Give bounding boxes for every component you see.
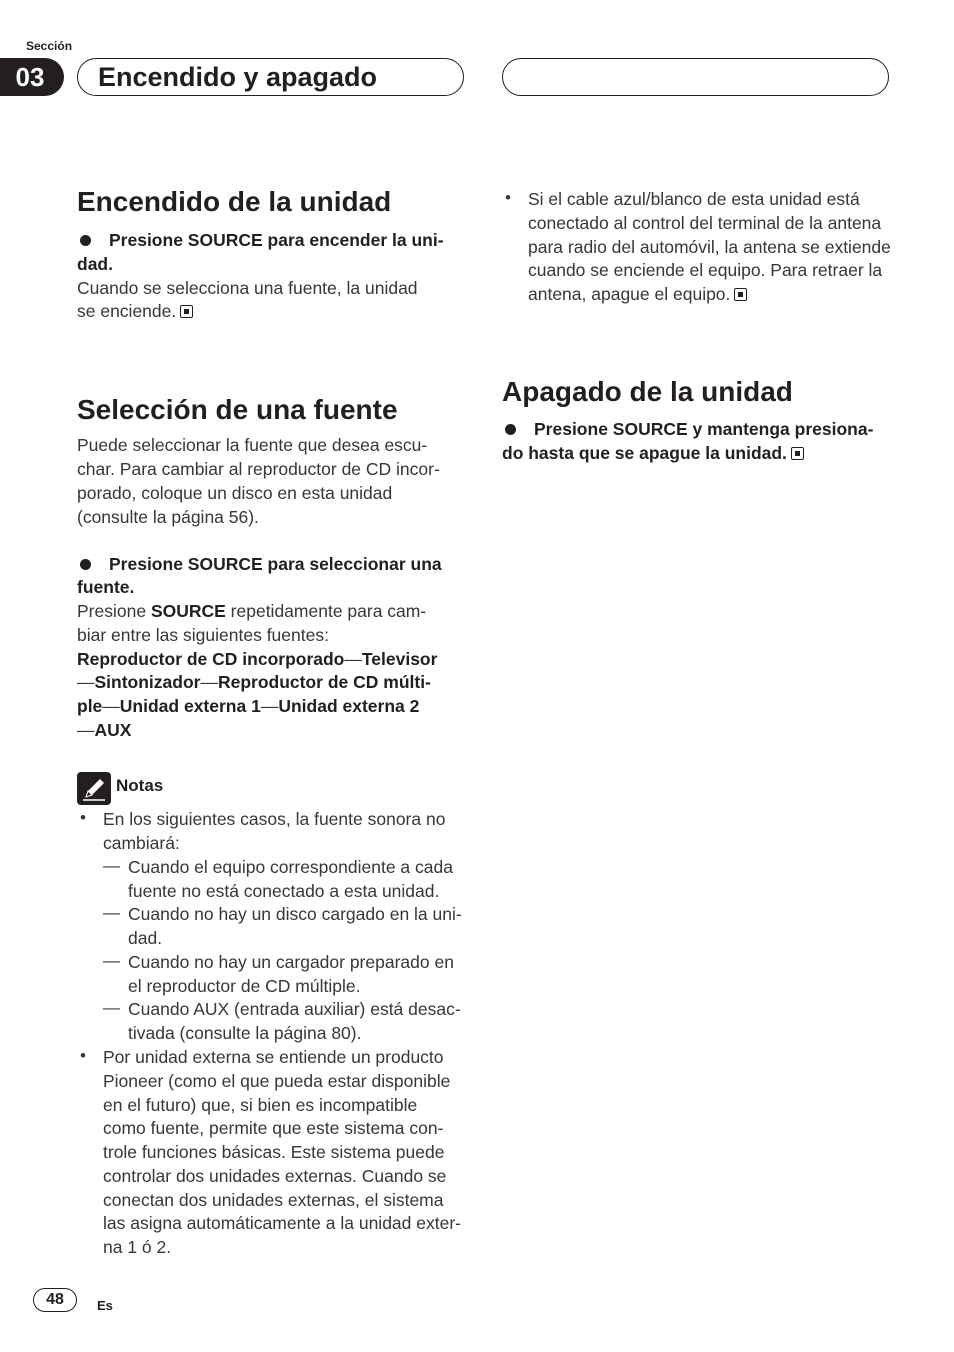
note-text: como fuente, permite que este sistema con-	[103, 1118, 444, 1138]
heading-apagado: Apagado de la unidad	[502, 376, 793, 407]
page-number: 48	[33, 1288, 77, 1312]
note-text: trole funciones básicas. Este sistema puede	[103, 1142, 445, 1162]
source-list: —AUX	[77, 720, 132, 740]
pencil-note-icon	[77, 772, 111, 805]
note-text: cambiará:	[103, 833, 180, 853]
note-text: na 1 ó 2.	[103, 1237, 172, 1257]
source-list: Reproductor de CD incorporado—Televisor	[77, 649, 438, 669]
note-text: cuando se enciende el equipo. Para retraer la	[528, 260, 883, 280]
note-text: antena, apague el equipo.	[528, 283, 747, 307]
sub-item-text: Cuando no hay un cargador preparado en	[128, 952, 454, 972]
step-bullet	[505, 424, 516, 435]
note-text: Por unidad externa se entiende un producto	[103, 1047, 444, 1067]
end-mark-icon	[180, 305, 193, 318]
source-list: —Sintonizador—Reproductor de CD múlti-	[77, 672, 431, 692]
body-text: biar entre las siguientes fuentes:	[77, 625, 329, 645]
note-text: para radio del automóvil, la antena se extiende	[528, 237, 891, 257]
step-text: Presione SOURCE y mantenga presiona-	[534, 419, 874, 439]
note-text: las asigna automáticamente a la unidad exter-	[103, 1213, 461, 1233]
body-text: se enciende.	[77, 300, 193, 324]
step-text: dad.	[77, 254, 113, 274]
list-bullet: •	[505, 188, 511, 207]
step-text: Presione SOURCE para encender la uni-	[109, 230, 444, 250]
step-bullet	[80, 235, 91, 246]
section-number-badge: 03	[0, 58, 64, 96]
section-title: Encendido y apagado	[98, 62, 378, 92]
note-text: conectado al control del terminal de la antena	[528, 213, 882, 233]
sub-dash: —	[103, 903, 120, 922]
heading-seleccion: Selección de una fuente	[77, 394, 398, 425]
notes-label: Notas	[116, 776, 164, 795]
step-text: fuente.	[77, 577, 135, 597]
sub-item-text: Cuando el equipo correspondiente a cada	[128, 857, 453, 877]
end-mark-icon	[734, 288, 747, 301]
body-text: (consulte la página 56).	[77, 507, 259, 527]
step-bullet	[80, 559, 91, 570]
note-text: En los siguientes casos, la fuente sonora no	[103, 809, 446, 829]
language-code: Es	[97, 1298, 113, 1313]
list-bullet: •	[80, 1046, 86, 1065]
sub-dash: —	[103, 856, 120, 875]
sub-dash: —	[103, 998, 120, 1017]
sub-item-text: Cuando no hay un disco cargado en la uni-	[128, 904, 462, 924]
section-label: Sección	[26, 39, 73, 53]
body-text: char. Para cambiar al reproductor de CD incor-	[77, 459, 440, 479]
note-text: conectan dos unidades externas, el sistema	[103, 1190, 444, 1210]
sub-item-text: el reproductor de CD múltiple.	[128, 976, 361, 996]
sub-item-text: dad.	[128, 928, 163, 948]
note-text: en el futuro) que, si bien es incompatible	[103, 1095, 418, 1115]
source-list: ple—Unidad externa 1—Unidad externa 2	[77, 696, 420, 716]
sub-item-text: Cuando AUX (entrada auxiliar) está desac-	[128, 999, 461, 1019]
header-empty-box	[502, 58, 889, 96]
body-text: Presione SOURCE repetidamente para cam-	[77, 601, 427, 621]
body-text: Puede seleccionar la fuente que desea escu-	[77, 435, 428, 455]
body-text: porado, coloque un disco en esta unidad	[77, 483, 393, 503]
sub-item-text: fuente no está conectado a esta unidad.	[128, 881, 440, 901]
body-text: Cuando se selecciona una fuente, la unidad	[77, 278, 418, 298]
step-text: Presione SOURCE para seleccionar una	[109, 554, 442, 574]
step-text: do hasta que se apague la unidad.	[502, 442, 804, 466]
note-text: Si el cable azul/blanco de esta unidad está	[528, 189, 860, 209]
end-mark-icon	[791, 447, 804, 460]
heading-encendido: Encendido de la unidad	[77, 186, 392, 217]
sub-dash: —	[103, 951, 120, 970]
note-text: Pioneer (como el que pueda estar disponible	[103, 1071, 451, 1091]
list-bullet: •	[80, 808, 86, 827]
note-text: controlar dos unidades externas. Cuando se	[103, 1166, 447, 1186]
sub-item-text: tivada (consulte la página 80).	[128, 1023, 362, 1043]
